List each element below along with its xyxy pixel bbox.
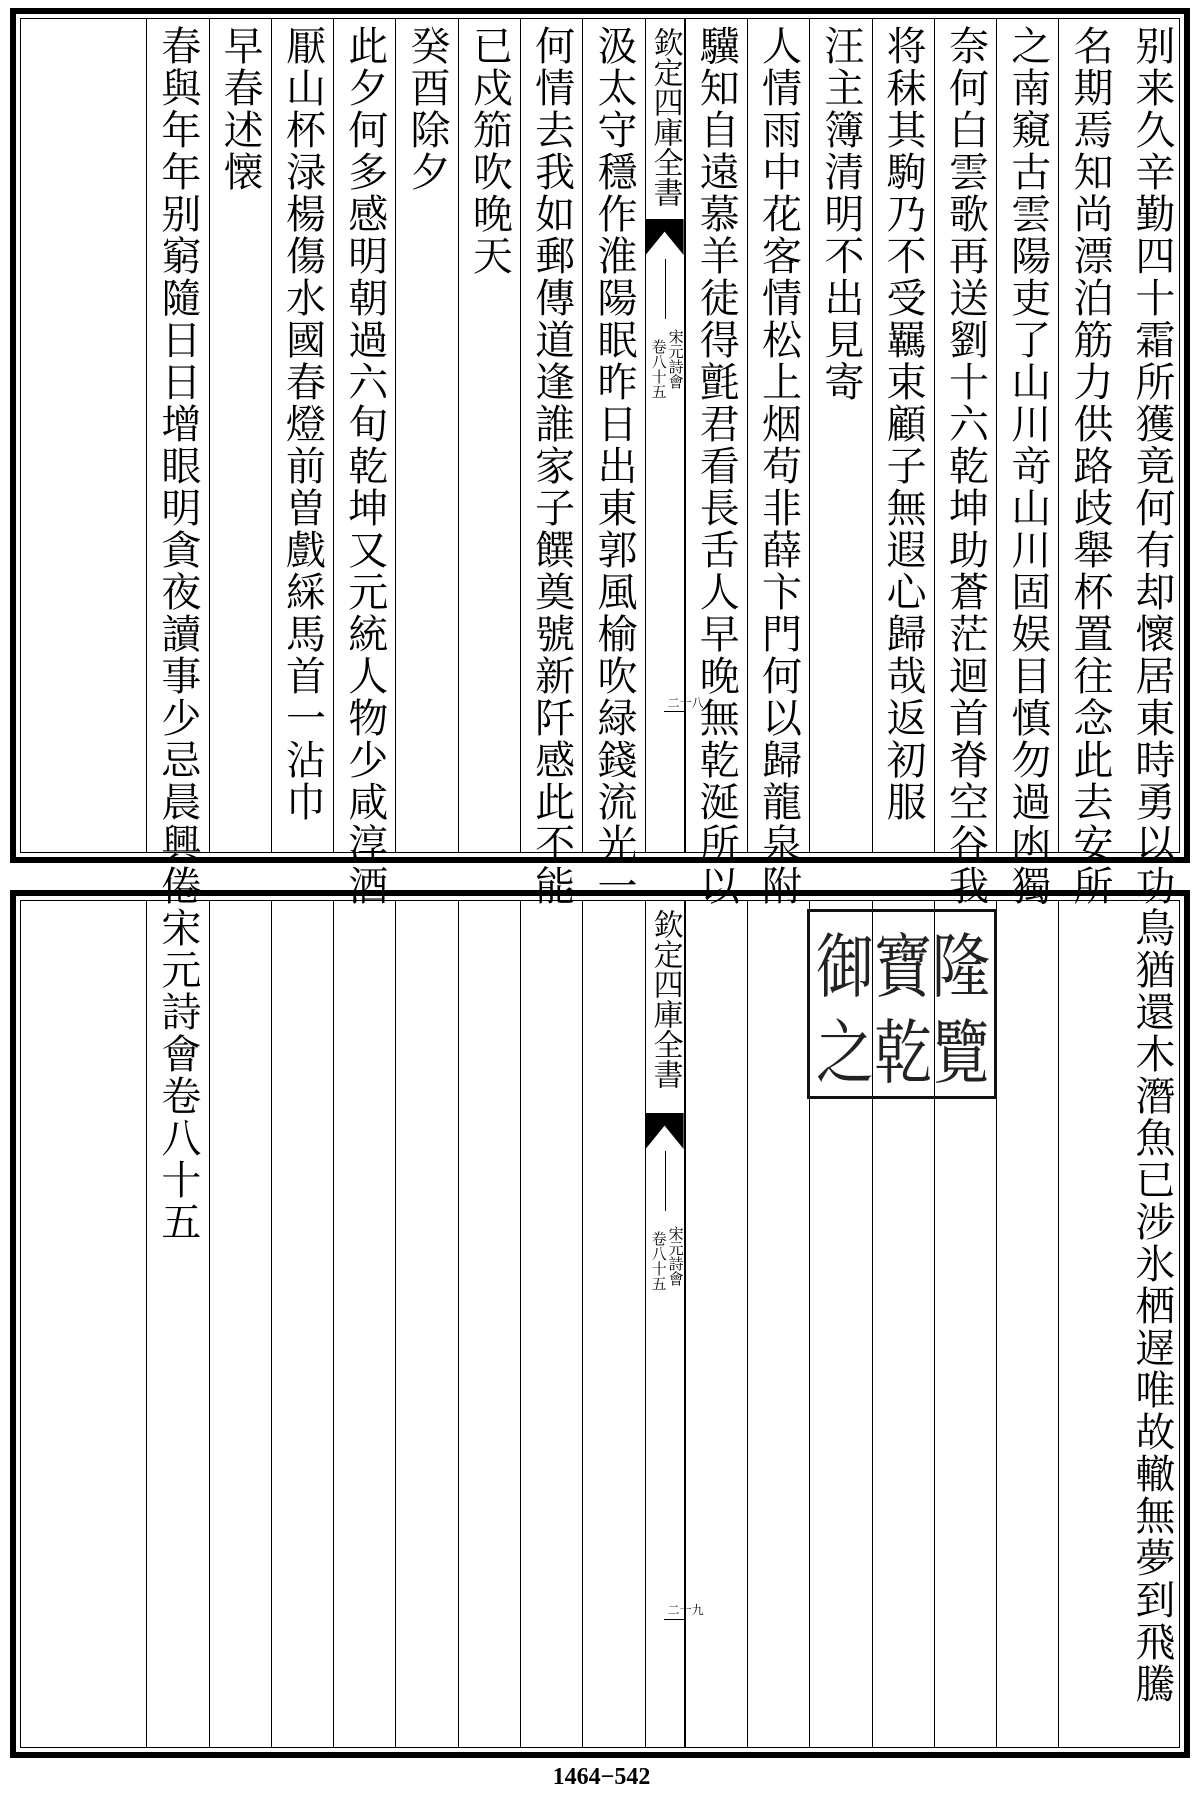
column-text: 鳥猶還木潛魚已涉氷栖遟唯故轍無夢到飛騰	[1128, 907, 1175, 1705]
center-book-title: 宋元詩會	[666, 329, 685, 389]
text-column	[996, 19, 1058, 907]
seal-character: 乾	[874, 1012, 933, 1094]
text-column	[1121, 901, 1183, 1747]
center-page-number: 二十九	[667, 1603, 704, 1617]
center-collection-title: 欽定四庫全書	[647, 27, 683, 207]
center-page-rule	[664, 711, 684, 712]
text-column	[1058, 901, 1120, 1747]
top-page-body	[20, 18, 1180, 907]
fishtail-mark	[646, 219, 684, 255]
center-page-number: 二十八	[667, 696, 704, 710]
text-column	[271, 19, 333, 852]
center-volume: 卷八十五	[649, 1231, 668, 1291]
text-column	[685, 19, 747, 907]
center-margin-column	[645, 901, 704, 1747]
page-footer-number: 1464−542	[552, 1764, 651, 1790]
seal-character: 寶	[874, 926, 933, 1008]
text-column	[934, 19, 996, 907]
text-column	[458, 901, 520, 1747]
column-text: 早春述懐	[217, 25, 264, 193]
text-column	[209, 19, 271, 852]
text-column	[458, 19, 520, 852]
text-column	[809, 19, 871, 852]
text-column	[582, 901, 644, 1747]
text-column	[333, 901, 395, 1747]
text-column	[209, 901, 271, 1747]
center-rule-line	[665, 259, 666, 319]
bottom-page-frame	[10, 890, 1190, 1758]
text-column	[747, 19, 809, 907]
seal-character: 之	[816, 1012, 875, 1094]
column-text: 春與年年别窮隨日日增眼明貪夜讀事少忌晨興倦	[154, 25, 201, 907]
column-text: 宋元詩會卷八十五	[154, 907, 201, 1243]
imperial-seal-stamp	[807, 909, 997, 1099]
text-column	[1121, 19, 1183, 907]
center-rule-line	[665, 1151, 666, 1211]
center-margin-column	[645, 19, 704, 852]
text-column	[582, 19, 644, 907]
top-page-frame	[10, 8, 1190, 907]
center-volume: 卷八十五	[649, 339, 668, 399]
column-text: 将秣其駒乃不受羈束顧子無遐心歸哉返初服	[880, 25, 927, 823]
column-text: 此夕何多感明朝過六旬乾坤又元統人物少咸淳酒	[341, 25, 388, 907]
text-column	[747, 901, 809, 1747]
text-column	[520, 19, 582, 907]
text-column	[520, 901, 582, 1747]
text-column	[271, 901, 333, 1747]
column-text: 人情雨中花客情松上烟苟非薛卞門何以歸龍泉附	[755, 25, 802, 907]
column-text: 已戍笳吹晚天	[466, 25, 513, 277]
text-column	[395, 19, 457, 852]
column-text: 何情去我如郵傳道逢誰家子饌奠號新阡感此不能	[528, 25, 575, 907]
column-text: 癸酉除夕	[404, 25, 451, 193]
text-column	[872, 19, 934, 852]
column-text: 厭山杯渌楊傷水國春燈前曽戲綵馬首一沾巾	[279, 25, 326, 823]
seal-character: 隆	[932, 926, 991, 1008]
column-text: 别来久辛勤四十霜所獲竟何有却懷居東時勇以功	[1128, 25, 1175, 907]
column-text: 名期焉知尚漂泊筋力供路歧舉杯置往念此去安所	[1067, 25, 1114, 907]
text-column	[333, 19, 395, 907]
bottom-page-body	[20, 900, 1180, 1748]
seal-character: 覽	[932, 1012, 991, 1094]
text-column	[395, 901, 457, 1747]
text-column	[146, 901, 208, 1747]
column-text: 汲太守穩作淮陽眠昨日出東郭風榆吹緑錢流光一	[590, 25, 637, 907]
center-collection-title: 欽定四庫全書	[647, 909, 683, 1089]
column-text: 汪主簿清明不出見寄	[817, 25, 864, 403]
center-book-title: 宋元詩會	[666, 1226, 685, 1286]
column-text: 之南窺古雲陽吏了山川竒山川固娱目慎勿過凼獨	[1004, 25, 1051, 907]
center-page-rule	[664, 1619, 684, 1620]
text-column	[996, 901, 1058, 1747]
column-text: 奈何白雲歌再送劉十六乾坤助蒼茫迴首脊空谷我	[942, 25, 989, 907]
text-column	[1058, 19, 1120, 907]
fishtail-mark	[646, 1113, 684, 1149]
column-text: 驥知自遠慕羊徒得氈君看長舌人早晚無乾涎所以	[693, 25, 740, 907]
text-column	[146, 19, 208, 907]
seal-character: 御	[816, 926, 875, 1008]
text-column	[685, 901, 747, 1747]
